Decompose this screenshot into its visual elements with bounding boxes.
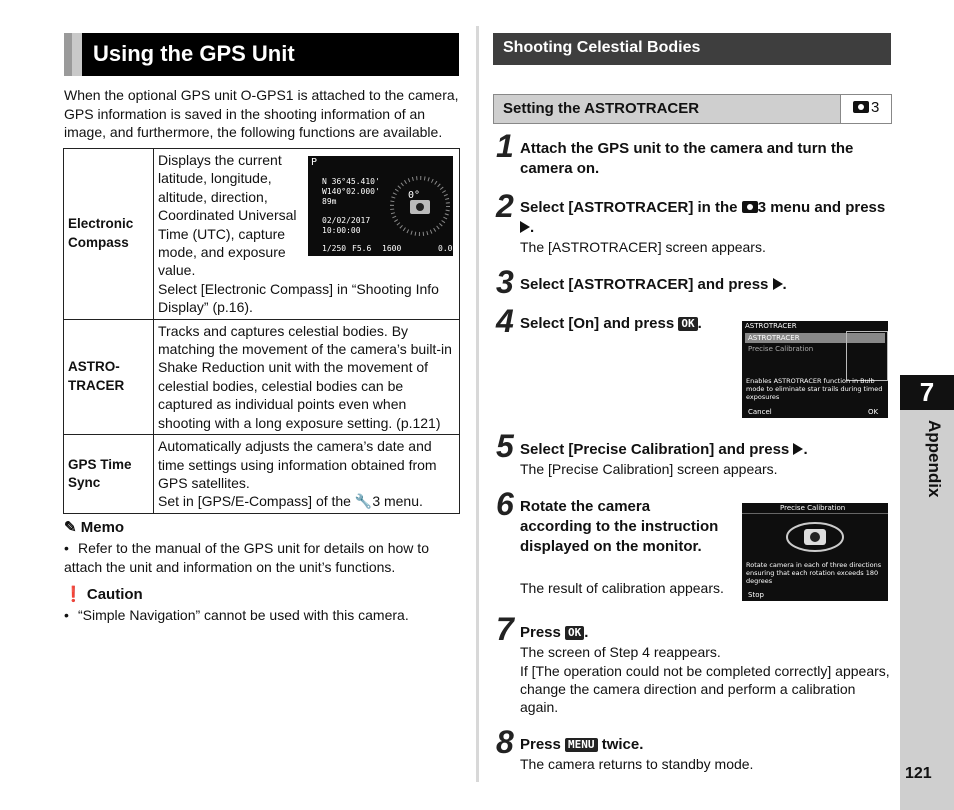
screen-stop: Stop [748,591,764,599]
latitude: N 36°45.410' [322,177,380,186]
ok-button-icon: OK [565,626,584,640]
option-box [846,331,888,381]
right-arrow-icon [773,278,783,290]
step-note: The [ASTROTRACER] screen appears. [520,239,766,255]
screen-desc: Rotate camera in each of three directions ensuring that each rotation exceeds 180 degrees [746,561,882,585]
menu-button-icon: MENU [565,738,598,752]
camera-icon [742,201,758,213]
shutter-speed: 1/250 [322,244,347,253]
table-value [154,435,460,514]
step-heading-text: Select [ASTROTRACER] and press [520,276,773,293]
intro-paragraph: When the optional GPS unit O-GPS1 is attached to the camera, GPS information is saved in the shooting information of an image, and furthermore, the following functions are available. [64,87,459,140]
menu-ref-number: 3 [871,99,880,116]
step-heading-text: Select [On] and press [520,315,679,332]
title-accent-light [72,33,82,76]
title-accent [64,33,72,76]
altitude: 89m [322,197,337,206]
caution-title: Caution [86,586,143,603]
caution-body: “Simple Navigation” cannot be used with this camera. [78,607,409,623]
memo-heading [64,518,124,536]
ok-button-icon: OK [678,317,697,331]
step-note: The [Precise Calibration] screen appears. [520,461,778,477]
step-heading: Select [On] and press OK . [520,315,702,332]
caution-text: • “Simple Navigation” cannot be used with this camera. [64,607,409,623]
step-heading-text: Press [520,624,566,641]
right-arrow-icon [793,443,803,455]
table-key: GPS Time Sync [64,435,154,514]
screen-header: ASTROTRACER [745,322,797,330]
page-number: 121 [905,765,932,782]
step-number: 1 [496,128,514,164]
step-note: The screen of Step 4 reappears. [520,644,721,660]
page-title-bar [64,33,459,76]
table-value-text2: Select [Electronic Compass] in “Shooting Info Display” (p.16). [158,280,439,316]
column-divider [476,26,479,782]
table-value-text: Displays the current latitude, longitude, altitude, direction, Coordinated Universal Time (UTC), capture mode, and exposure value. [158,152,297,279]
table-value-text2b: 3 menu. [372,493,423,510]
table-value-text: Automatically adjusts the camera’s date and time settings using information obtained from GPS satellites. [158,438,437,491]
memo-icon: ✎ [64,519,77,536]
step-heading: Attach the GPS unit to the camera and turn the camera on. [520,140,854,177]
mode-label: P [311,157,318,168]
memo-title: Memo [80,519,125,536]
step-heading: Select [ASTROTRACER] and press . [520,276,787,293]
wrench-icon: 🔧 [354,493,373,510]
step-heading-b: twice. [597,736,644,753]
date: 02/02/2017 [322,216,371,225]
screen-item2: Precise Calibration [748,345,814,353]
subsection-bar [493,94,892,124]
chapter-label: Appendix [925,420,944,498]
chapter-number: 7 [900,375,954,410]
step-heading-a: Press [520,736,566,753]
table-value-text2a: Set in [GPS/E-Compass] of the [158,493,355,510]
screen-desc: Enables ASTROTRACER function in Bulb mode to eliminate star trails during timed exposures [746,377,883,401]
step-number: 7 [496,611,514,647]
step-heading: Select [ASTROTRACER] in the 3 menu and press . [520,199,886,236]
table-key: Electronic Compass [64,149,154,320]
electronic-compass-screen [308,156,453,256]
caution-heading [64,585,143,603]
step-number: 8 [496,724,514,760]
step-number: 2 [496,188,514,224]
caution-icon: ❗ [64,586,83,603]
page-title: Using the GPS Unit [93,41,295,66]
aperture: F5.6 [352,244,372,253]
table-value: Tracks and captures celestial bodies. By matching the movement of the camera’s built-in Shake Reduction unit with the movement of celestial bodies, celestial bodies can be captured as individual points even when shooting with a long exposure setting. (p.121) [154,319,460,434]
screen-header: Precise Calibration [780,504,846,512]
screen-ok: OK [868,408,879,416]
section-bar [493,33,891,65]
right-arrow-icon [520,221,530,233]
precise-calibration-screen [742,503,888,601]
step-number: 6 [496,486,514,522]
longitude: W140°02.000' [322,187,380,196]
step-number: 5 [496,428,514,464]
step-note: The camera returns to standby mode. [520,756,754,772]
camera-icon [853,101,869,113]
step-number: 3 [496,264,514,300]
screen-cancel: Cancel [748,408,772,416]
iso: 1600 [382,244,402,253]
step-heading [520,735,643,755]
step-heading-a: Select [ASTROTRACER] in the [520,199,742,216]
step-heading: Press OK . [520,624,589,641]
step-heading-b: 3 menu and press [757,199,886,216]
rotate-camera-icon [782,517,848,557]
astrotracer-screen [742,321,888,418]
table-row [64,435,460,514]
header-divider [742,513,888,514]
step-note: The result of calibration appears. [520,580,724,596]
memo-body: Refer to the manual of the GPS unit for details on how to attach the unit and information on the unit’s functions. [64,540,429,575]
memo-text: • Refer to the manual of the GPS unit for details on how to attach the unit and information on the unit’s functions. [64,540,429,575]
time: 10:00:00 [322,226,361,235]
menu-ref-box [840,94,892,124]
step-heading-text: Select [Precise Calibration] and press [520,441,794,458]
step-note2: If [The operation could not be completed correctly] appears, change the camera direction and perform a calibration again. [520,663,890,715]
table-key: ASTRO-TRACER [64,319,154,434]
section-title: Shooting Celestial Bodies [503,39,701,56]
step-number: 4 [496,303,514,339]
subsection-title: Setting the ASTROTRACER [503,100,700,117]
step-heading: Select [Precise Calibration] and press . [520,441,808,458]
direction: 0° [408,190,421,201]
screen-item1: ASTROTRACER [748,334,800,342]
table-row [64,319,460,434]
compass-dial-icon [388,170,452,242]
ev-value: 0.0 [438,244,453,253]
step-heading: Rotate the camera according to the instruction displayed on the monitor. [520,498,719,555]
